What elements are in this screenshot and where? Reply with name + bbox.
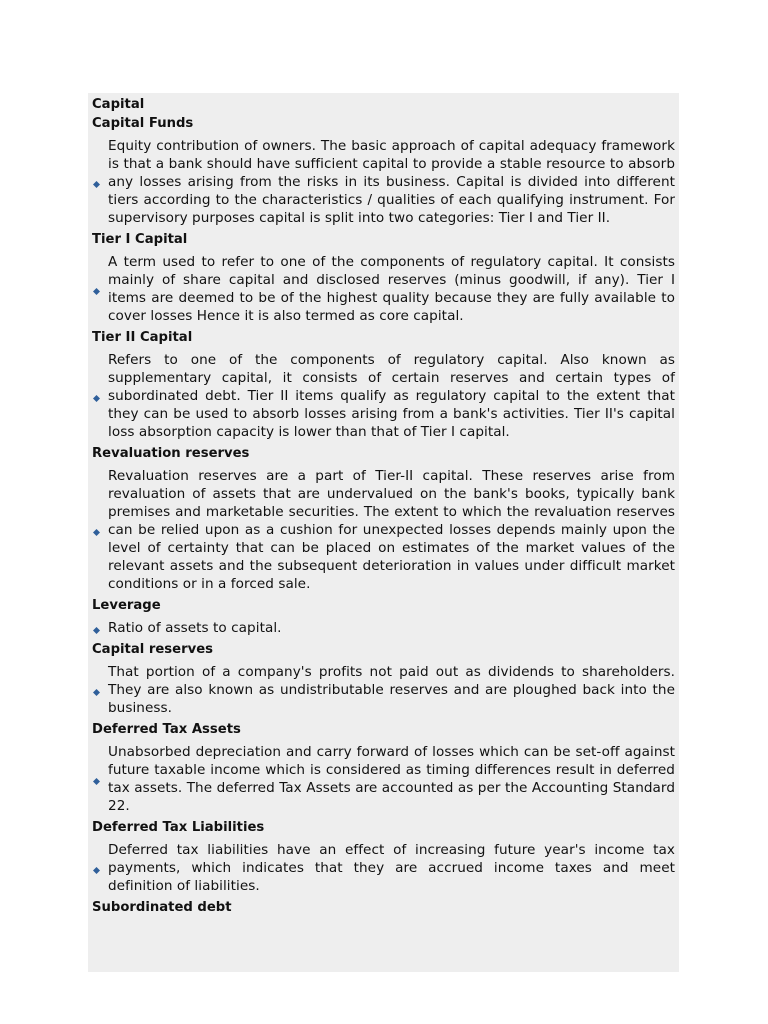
glossary-list (92, 115, 675, 916)
diamond-bullet-icon (92, 867, 108, 874)
glossary-term: Revaluation reserves (92, 446, 250, 461)
glossary-definition: Ratio of assets to capital. (108, 620, 282, 636)
glossary-definition: Revaluation reserves are a part of Tier-II capital. These reserves arise from revaluation of assets that are undervalued on the bank's books, typically bank premises and marketable securities. The extent to which the revaluation reserves can be relied upon as a cushion for unexpected losses depends mainly upon the level of certainty that can be placed on estimates of the market values of the relevant assets and the subsequent deterioration in values under difficult market conditions or in a forced sale. (108, 468, 675, 592)
diamond-bullet-icon (92, 689, 108, 696)
glossary-definition-item (92, 467, 675, 593)
glossary-definition-item (92, 743, 675, 815)
glossary-definition-item (92, 619, 675, 637)
glossary-term: Tier I Capital (92, 232, 188, 247)
glossary-term: Subordinated debt (92, 900, 232, 915)
diamond-bullet-icon (92, 778, 108, 785)
section-title: Capital (92, 97, 145, 112)
glossary-definition-item (92, 351, 675, 441)
diamond-bullet-icon (92, 288, 108, 295)
glossary-term: Capital reserves (92, 642, 213, 657)
diamond-bullet-icon (92, 529, 108, 536)
glossary-definition: A term used to refer to one of the components of regulatory capital. It consists mainly of share capital and disclosed reserves (minus goodwill, if any). Tier I items are deemed to be of the highest quality because they are fully available to cover losses Hence it is also termed as core capital. (108, 254, 675, 324)
glossary-definition-item (92, 663, 675, 717)
glossary-definition: That portion of a company's profits not paid out as dividends to shareholders. They are also known as undistributable reserves and are ploughed back into the business. (108, 664, 675, 716)
diamond-bullet-icon (92, 395, 108, 402)
glossary-definition-item (92, 137, 675, 227)
glossary-definition: Deferred tax liabilities have an effect of increasing future year's income tax payments, which indicates that they are accrued income taxes and meet definition of liabilities. (108, 842, 675, 894)
glossary-term: Capital Funds (92, 116, 194, 131)
glossary-definition: Unabsorbed depreciation and carry forward of losses which can be set-off against future taxable income which is considered as timing differences result in deferred tax assets. The deferred Tax Assets are accounted as per the Accounting Standard 22. (108, 744, 675, 814)
glossary-definition: Equity contribution of owners. The basic approach of capital adequacy framework is that a bank should have sufficient capital to provide a stable resource to absorb any losses arising from the risks in its business. Capital is divided into different tiers according to the characteristics / qualities of each qualifying instrument. For supervisory purposes capital is split into two categories: Tier I and Tier II. (108, 138, 675, 226)
diamond-bullet-icon (92, 627, 108, 634)
glossary-term: Deferred Tax Liabilities (92, 820, 265, 835)
glossary-definition-item (92, 841, 675, 895)
glossary-term: Tier II Capital (92, 330, 193, 345)
glossary-definition: Refers to one of the components of regulatory capital. Also known as supplementary capital, it consists of certain reserves and certain types of subordinated debt. Tier II items qualify as regulatory capital to the extent that they can be used to absorb losses arising from a bank's activities. Tier II's capital loss absorption capacity is lower than that of Tier I capital. (108, 352, 675, 440)
glossary-term: Leverage (92, 598, 161, 613)
glossary-term: Deferred Tax Assets (92, 722, 241, 737)
glossary-definition-item (92, 253, 675, 325)
glossary-panel (88, 93, 679, 972)
diamond-bullet-icon (92, 181, 108, 188)
